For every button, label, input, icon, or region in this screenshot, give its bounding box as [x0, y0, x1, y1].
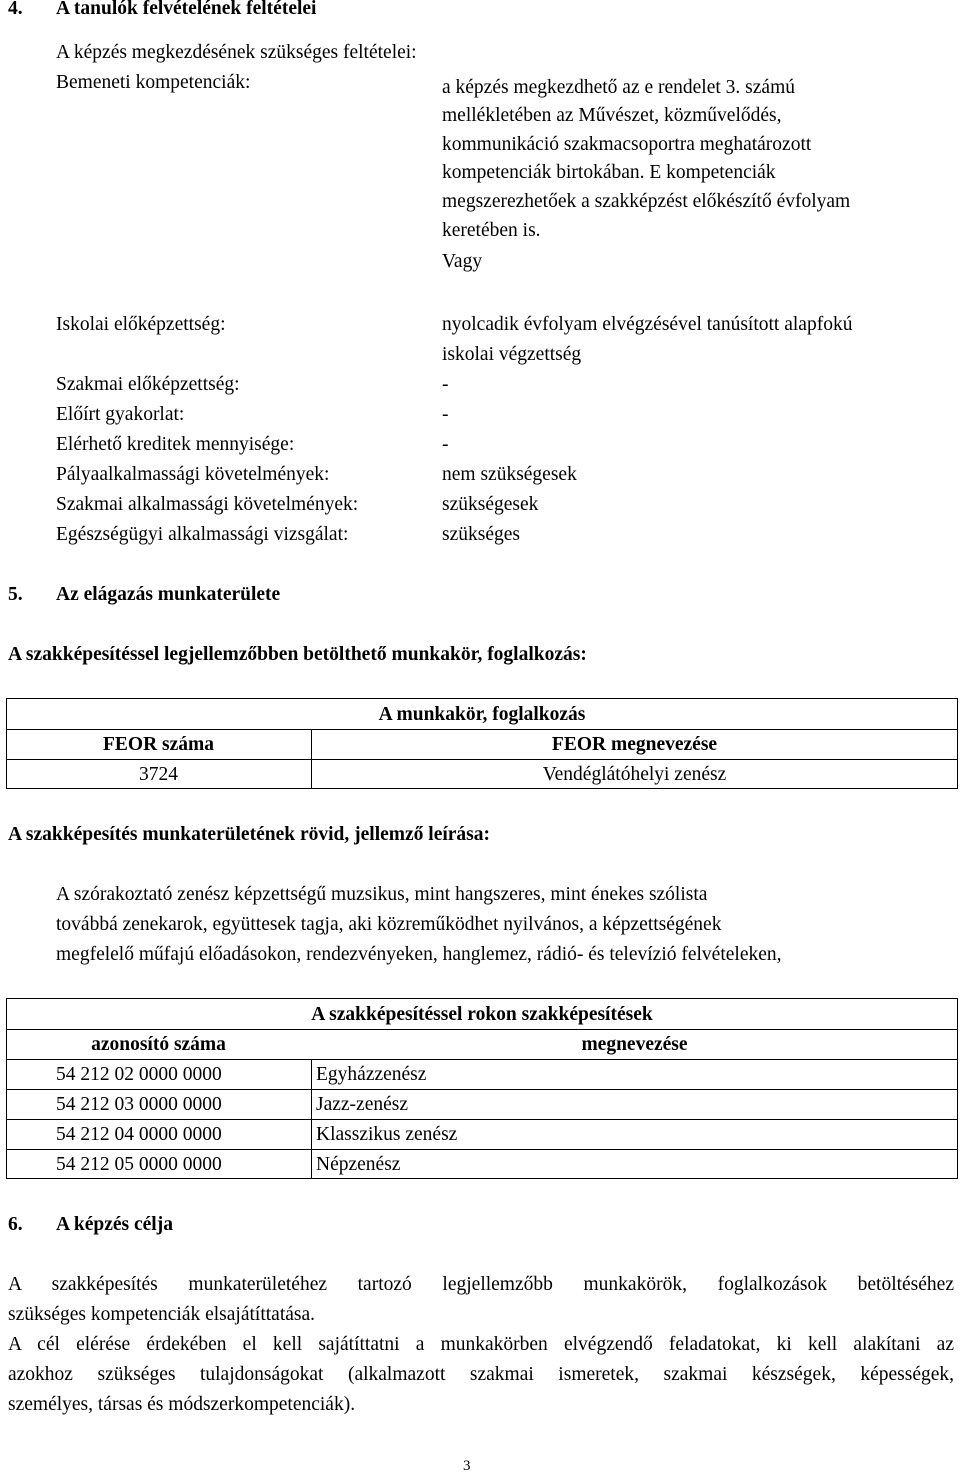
field-label: Bemeneti kompetenciák:	[56, 72, 251, 93]
table-cell-name: Népzenész	[316, 1154, 401, 1175]
table-cell-name: Egyházzenész	[316, 1064, 427, 1085]
table-cell-code: 3724	[139, 764, 178, 785]
field-value: szükségesek	[442, 494, 539, 515]
field-value: nem szükségesek	[442, 464, 577, 485]
jobs-col-header-code: FEOR száma	[102, 734, 215, 755]
field-value: -	[442, 404, 449, 425]
field-value-line: kommunikáció szakmacsoportra meghatározott	[442, 134, 812, 155]
table-cell-name: Vendéglátóhelyi zenész	[542, 764, 727, 785]
field-value: -	[442, 374, 449, 395]
section-5-number: 5.	[8, 584, 23, 605]
related-col-header-name: megnevezése	[581, 1034, 688, 1055]
field-label: Elérhető kreditek mennyisége:	[56, 434, 295, 455]
page-number: 3	[463, 1458, 471, 1474]
paragraph-line: azokhoz szükséges tulajdonságokat (alkalmazott szakmai ismeretek, szakmai készségek, képességek,	[8, 1364, 954, 1385]
field-value-line: a képzés megkezdhető az e rendelet 3. számú	[442, 77, 795, 98]
paragraph-line: A szakképesítés munkaterületéhez tartozó legjellemzőbb munkakörök, foglalkozások betöltéséhez	[8, 1274, 954, 1295]
related-col-header-code: azonosító száma	[91, 1034, 226, 1055]
section-4-number: 4.	[8, 0, 23, 19]
description-heading: A szakképesítés munkaterületének rövid, jellemző leírása:	[8, 824, 491, 845]
jobs-table-caption: A munkakör, foglalkozás	[378, 704, 586, 725]
paragraph-line: szükséges kompetenciák elsajátíttatása.	[8, 1304, 316, 1325]
section-6-title: A képzés célja	[56, 1214, 173, 1235]
section-6-number: 6.	[8, 1214, 23, 1235]
section-4-intro: A képzés megkezdésének szükséges feltételei:	[56, 42, 417, 63]
description-line: továbbá zenekarok, együttesek tagja, aki közreműködhet nyilvános, a képzettségének	[56, 914, 722, 935]
paragraph-line: személyes, társas és módszerkompetenciák).	[8, 1394, 356, 1415]
field-value-line: Vagy	[442, 251, 483, 272]
field-label: Iskolai előképzettség:	[56, 314, 226, 335]
table-cell-code: 54 212 02 0000 0000	[56, 1064, 222, 1085]
field-value-line: keretében is.	[442, 220, 541, 241]
field-label: Szakmai alkalmassági követelmények:	[56, 494, 359, 515]
field-value-line: megszerezhetőek a szakképzést előkészítő évfolyam	[442, 191, 851, 212]
field-value-line: mellékletében az Művészet, közművelődés,	[442, 105, 782, 126]
table-cell-code: 54 212 03 0000 0000	[56, 1094, 222, 1115]
field-label: Pályaalkalmassági követelmények:	[56, 464, 330, 485]
field-label: Szakmai előképzettség:	[56, 374, 240, 395]
field-label: Előírt gyakorlat:	[56, 404, 185, 425]
section-5-title: Az elágazás munkaterülete	[56, 584, 281, 605]
section-4-title: A tanulók felvételének feltételei	[56, 0, 317, 19]
description-line: megfelelő műfajú előadásokon, rendezvényeken, hanglemez, rádió- és televízió felvételeken,	[56, 944, 782, 965]
field-value-line: iskolai végzettség	[442, 344, 582, 365]
jobs-heading: A szakképesítéssel legjellemzőbben betölthető munkakör, foglalkozás:	[8, 644, 587, 665]
related-table-caption: A szakképesítéssel rokon szakképesítések	[311, 1004, 653, 1025]
field-value-line: kompetenciák birtokában. E kompetenciák	[442, 162, 776, 183]
jobs-col-header-name: FEOR megnevezése	[551, 734, 718, 755]
field-label: Egészségügyi alkalmassági vizsgálat:	[56, 524, 349, 545]
table-cell-name: Jazz-zenész	[316, 1094, 409, 1115]
table-divider	[311, 1059, 312, 1179]
field-value-line: nyolcadik évfolyam elvégzésével tanúsított alapfokú	[442, 314, 853, 335]
table-cell-code: 54 212 05 0000 0000	[56, 1154, 222, 1175]
field-value: szükséges	[442, 524, 520, 545]
table-cell-code: 54 212 04 0000 0000	[56, 1124, 222, 1145]
field-value: -	[442, 434, 449, 455]
description-line: A szórakoztató zenész képzettségű muzsikus, mint hangszeres, mint énekes szólista	[56, 884, 708, 905]
table-cell-name: Klasszikus zenész	[316, 1124, 458, 1145]
paragraph-line: A cél elérése érdekében el kell sajátíttatni a munkakörben elvégzendő feladatokat, ki kell alakítani az	[8, 1334, 954, 1355]
